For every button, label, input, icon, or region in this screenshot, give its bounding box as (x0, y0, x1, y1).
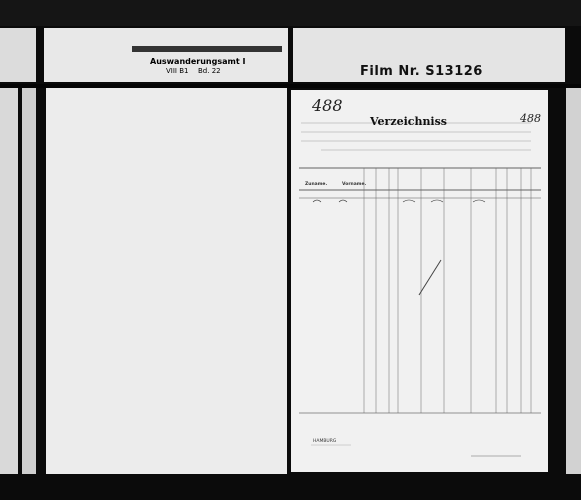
film-strip-top (0, 0, 581, 26)
top-right-number: 488 (520, 112, 541, 125)
ledger-lines (291, 90, 548, 472)
left-page-edge (0, 88, 18, 474)
footer-city: HAMBURG (313, 439, 337, 444)
blank-page (46, 88, 287, 474)
right-page-edge (566, 88, 581, 474)
stamp-line1: Auswanderungsamt I (150, 57, 246, 66)
header-bar (132, 46, 282, 52)
handwritten-number: 488 (312, 96, 343, 115)
ledger-page (291, 90, 548, 472)
header-card-left (0, 28, 36, 82)
left-page-edge-2 (22, 88, 36, 474)
column-header-surname: Zuname. (305, 182, 328, 187)
document-title: Verzeichniss (370, 115, 447, 128)
stamp-line2-b: Bd. 22 (198, 67, 221, 75)
column-header-forename: Vorname. (342, 182, 367, 187)
film-number: Film Nr. S13126 (360, 64, 483, 79)
stamp-line2-a: VIII B1 (166, 67, 189, 75)
